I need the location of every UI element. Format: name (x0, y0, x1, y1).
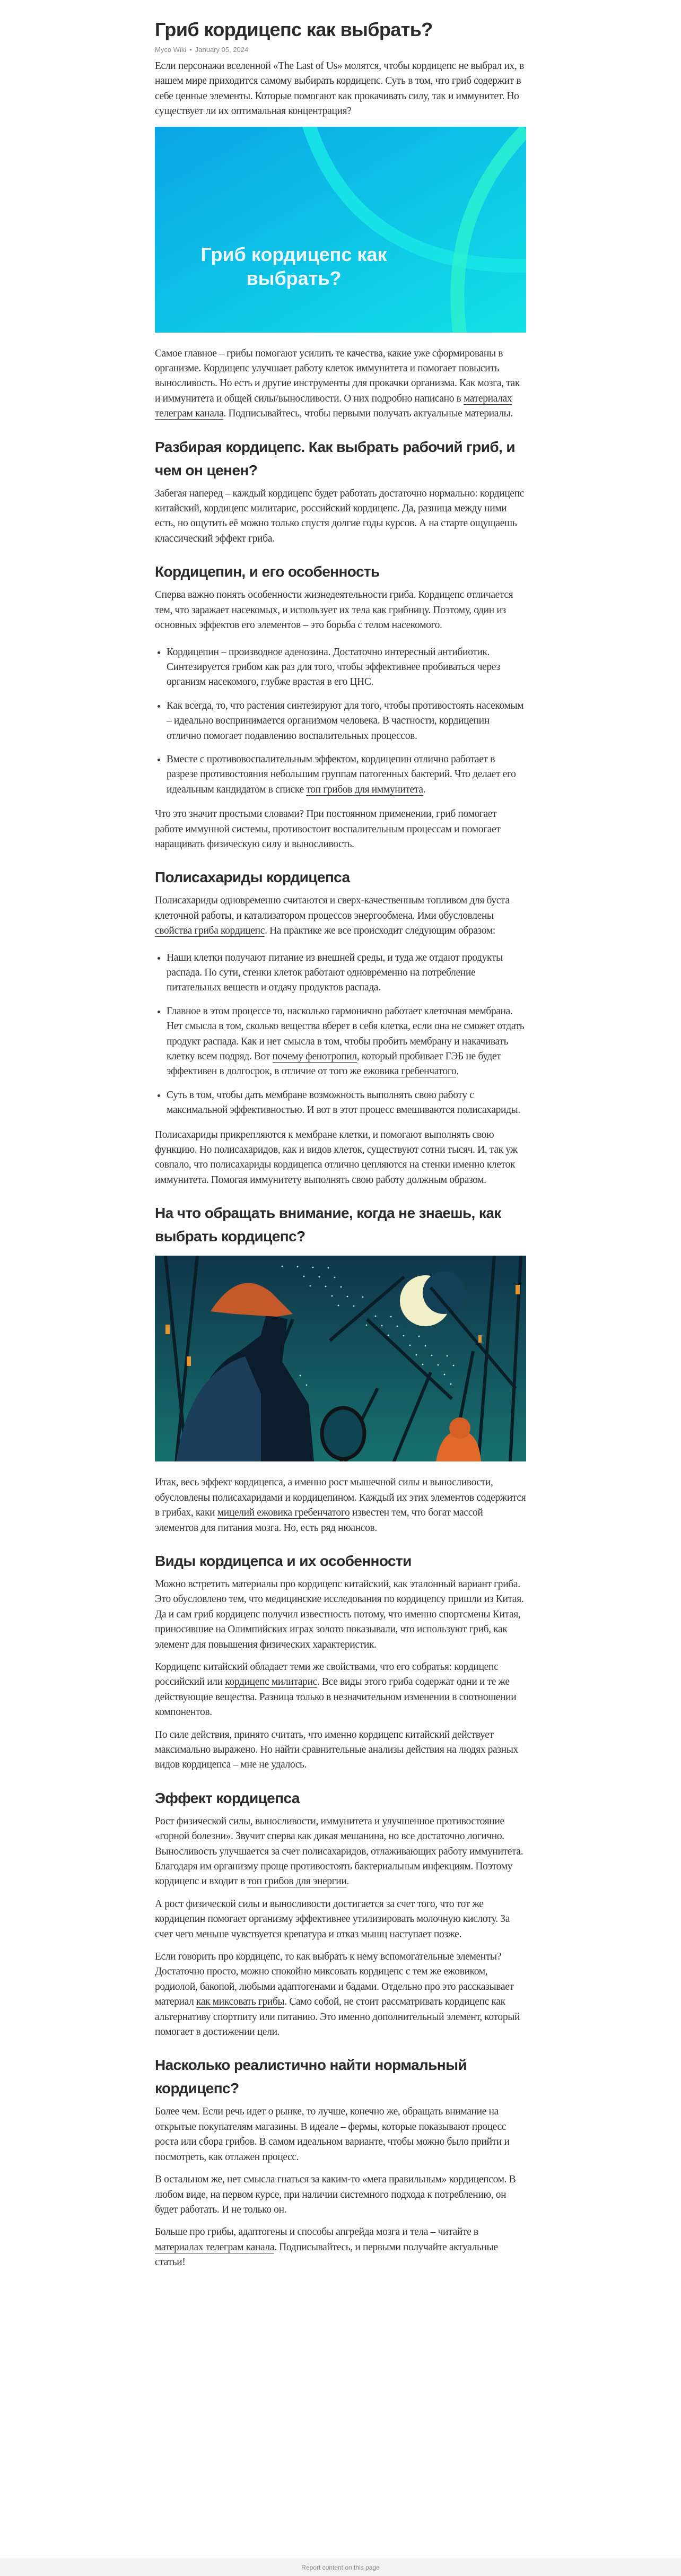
list-item (167, 1088, 526, 1118)
paragraph (155, 588, 526, 633)
text-segment: известен тем, что богат массой элементов для питания мозга. Но, есть ряд нюансов. (155, 1507, 483, 1534)
paragraph (155, 1950, 526, 2040)
text-segment: Сперва важно понять особенности жизнедеятельности гриба. Кордицепс отличается тем, что заражает насекомых, и использует их тела как грибницу. Поэтому, один из основных эффектов его элементов – это борьба с телом насекомого. (155, 589, 513, 631)
text-segment: . Само собой, не стоит рассматривать кордицепс как альтернативу спортпиту или питанию. Это именно дополнительный элемент, который помогает в достижении цели. (155, 1996, 520, 2038)
list-item (167, 699, 526, 744)
text-segment: Как всегда, то, что растения синтезируют для того, чтобы противостоять насекомым – идеально воспринимается организмом человека. В частности, кордицепин отлично помогает подавлению воспалительных процессов. (167, 700, 524, 742)
inline-link[interactable]: как миксовать грибы (196, 1996, 285, 2008)
section-heading: На что обращать внимание, когда не знаешь, как выбрать кордицепс? (155, 1205, 501, 1245)
list-item (167, 752, 526, 797)
author[interactable]: Myco Wiki (155, 46, 187, 54)
text-segment: . (456, 1066, 459, 1077)
paragraph (155, 1660, 526, 1720)
hero-image-caption: выбрать? (246, 267, 342, 289)
list-item (167, 645, 526, 690)
meta-separator: • (189, 46, 192, 54)
inline-link[interactable]: ежовика гребенчатого (363, 1066, 457, 1077)
text-segment: Полисахариды одновременно считаются и сверх-качественным топливом для буста клеточной работы, и катализатором процессов энергообмена. Ими обусловлены (155, 895, 510, 921)
text-segment: . Все виды этого гриба содержат одни и те же действующие вещества. Разница только в незначительном изменении в соотношении компонентов. (155, 1676, 517, 1718)
inline-link[interactable]: топ грибов для энергии (247, 1876, 347, 1887)
text-segment: Можно встретить материалы про кордицепс китайский, как эталонный вариант гриба. Это обусловлено тем, что медицинские исследования по кордицепсу пришли из Китая. Да и сам гриб кордицепс получил известность потому, что именно спортсмены Китая, приносившие на Олимпийских играх золото показывали, что используют гриб, как элемент для повышения физических характеристик. (155, 1578, 524, 1650)
bullet-list (155, 645, 526, 798)
text-segment: Больше про грибы, адаптогены и способы апгрейда мозга и тела – читайте в (155, 2226, 478, 2238)
inline-link[interactable]: свойства гриба кордицепс (155, 925, 265, 937)
inline-link[interactable]: материалах телеграм канала (155, 2241, 275, 2253)
text-segment: Главное в этом процессе то, насколько гармонично работает клеточная мембрана. Нет смысла в том, сколько вещества вберет в себя клетка, если она не сможет отдать продукт распада. Как и нет смысла в том, чтобы пробить мембрану и накачивать клетку всем подряд. Вот (167, 1005, 525, 1063)
inline-link[interactable]: материалах телеграм канала (155, 393, 512, 420)
inline-link[interactable]: мицелий ежовика гребенчатого (217, 1507, 350, 1519)
text-segment: Наши клетки получают питание из внешней среды, и туда же отдают продукты распада. По сути, стенки клеток работают одновременно на потребление питательных веществ и отдачу продуктов распада. (167, 952, 503, 994)
page-title: Гриб кордицепс как выбрать? (155, 19, 433, 40)
text-segment: Полисахариды прикрепляются к мембране клетки, и помогают выполнять свою функцию. Но полисахаридов, как и видов клеток, существуют сотни тысяч. И, так уж совпало, что полисахариды кордицепса отлично цепляются на стенки именно клеток иммунитета. Помогая иммунитету выполнять свою работу должным образом. (155, 1129, 518, 1186)
paragraph (155, 2172, 526, 2217)
paragraph (155, 1814, 526, 1890)
paragraph (155, 1897, 526, 1942)
section-heading: Эффект кордицепса (155, 1789, 300, 1806)
paragraph (155, 807, 526, 852)
text-segment: Если персонажи вселенной «The Last of Us» молятся, чтобы кордицепс не выбрал их, в нашем мире приходится самому выбирать кордицепс. Суть в том, что гриб содержит в себе ценные элементы. Которые помогают как прокачивать силу, так и иммунитет. Но существует ли их оптимальная концентрация? (155, 60, 524, 117)
paragraph (155, 2225, 526, 2270)
list-item (167, 951, 526, 996)
text-segment: Самое главное – грибы помогают усилить те качества, какие уже сформированы в организме. Кордицепс улучшает работу клеток иммунитета и помогает повысить выносливость. Но есть и другие инструменты для прокачки организма. Как мозга, так и иммунитета и общей силы/выносливости. О них подробно написано в (155, 347, 520, 404)
paragraph (155, 486, 526, 547)
paragraph (155, 2104, 526, 2165)
text-segment: Забегая наперед – каждый кордицепс будет работать достаточно нормально: кордицепс китайский, кордицепс милитарис, российский кордицепс. Да, разница между ними есть, но ощутить её можно только спустя долгие годы курсов. А на старте ощущаешь классический эффект гриба. (155, 488, 524, 544)
text-segment: Итак, весь эффект кордицепса, а именно рост мышечной силы и выносливости, обусловлены полисахаридами и кордицепином. Каждый их этих элементов содержится в грибах, каки (155, 1477, 526, 1519)
section-heading: Виды кордицепса и их особенности (155, 1552, 412, 1569)
text-segment: Кордицепс китайский обладает теми же свойствами, что его собратья: кордицепс российский или (155, 1661, 499, 1688)
text-segment: Суть в том, чтобы дать мембране возможность выполнять свою работу с максимальной эффективностью. И вот в этот процесс вмешиваются полисахариды. (167, 1089, 520, 1116)
inline-link[interactable]: почему фенотропил (272, 1051, 357, 1063)
section-heading: Полисахариды кордицепса (155, 869, 350, 886)
text-segment: . (346, 1876, 350, 1887)
article (155, 0, 526, 2299)
paragraph (155, 59, 526, 119)
hero-image (155, 127, 526, 333)
text-segment: Вместе с противовоспалительным эффектом, кордицепин отлично работает в разрезе противостояния небольшим группам патогенных бактерий. Что делает его идеальным кандидатом в списке (167, 753, 516, 795)
text-segment: А рост физической силы и выносливости достигается за счет того, что тот же кордицепин помогает организму эффективнее утилизировать молочную кислоту. За счет чего меньше чувствуется крепатура и отказ мышц наступает позже. (155, 1898, 510, 1940)
text-segment: . На практике же все происходит следующим образом: (265, 925, 495, 937)
article-meta (155, 46, 526, 54)
article-body (155, 59, 526, 2270)
section-heading: Кордицепин, и его особенность (155, 563, 380, 580)
paragraph (155, 1128, 526, 1188)
paragraph (155, 346, 526, 422)
inline-link[interactable]: топ грибов для иммунитета (306, 784, 423, 795)
text-segment: Рост физической силы, выносливости, иммунитета и улучшенное противостояние «горной болезни». Звучит сперва как дикая мешанина, но все достаточно логично. Выносливость улучшается за счет полисахаридов, отлаживающих работу иммунитета. Благодаря им организму проще противостоять бактериальным инфекциям. Поэтому кордицепс и входит в (155, 1815, 523, 1887)
text-segment: По силе действия, принято считать, что именно кордицепс китайский действует максимально выражено. Но найти сравнительные анализы действия на людях разных видов кордицепса – мне не удалось. (155, 1729, 518, 1771)
report-content-link[interactable]: Report content on this page (301, 2563, 380, 2571)
paragraph (155, 1728, 526, 1773)
text-segment: В остальном же, нет смысла гнаться за каким-то «мега правильным» кордицепсом. В любом виде, на первом курсе, при наличии системного подхода к потреблению, он будет работать. И не только он. (155, 2174, 516, 2215)
text-segment: Что это значит простыми словами? При постоянном применении, гриб помогает работе иммунной системы, противостоит воспалительным процессам и помогает наращивать физическую силу и выносливость. (155, 808, 501, 850)
text-segment: . (423, 784, 426, 795)
publish-date: January 05, 2024 (195, 46, 249, 54)
text-segment: Если говорить про кордицепс, то как выбрать к нему вспомогательные элементы? Достаточно просто, можно спокойно миксовать кордицепс с тем же ежовиком, родиолой, бакопой, любыми адаптогенами и бадами. Отдельно про это рассказывает материал (155, 1951, 514, 2008)
list-item (167, 1004, 526, 1080)
text-segment: Кордицепин – производное аденозина. Достаточно интересный антибиотик. Синтезируется грибом как раз для того, чтобы эффективнее пробиваться через организм насекомого, глубже врастая в его ЦНС. (167, 646, 500, 688)
detective-illustration (155, 1256, 526, 1461)
section-heading: Насколько реалистично найти нормальный кордицепс? (155, 2057, 467, 2097)
paragraph (155, 893, 526, 938)
text-segment: , который пробивает ГЭБ не будет эффективен в долгосрок, в отличие от того же (167, 1051, 501, 1077)
inline-link[interactable]: кордицепс милитарис (225, 1676, 317, 1688)
text-segment: Более чем. Если речь идет о рынке, то лучше, конечно же, обращать внимание на открытые покупателям магазины. В идеале – фермы, которые показывают процесс роста или сбора грибов. В самом идеальном варианте, чтобы можно было прийти и посмотреть, как отлажен процесс. (155, 2106, 510, 2163)
paragraph (155, 1577, 526, 1652)
footer (0, 2558, 681, 2576)
bullet-list (155, 951, 526, 1118)
paragraph (155, 1475, 526, 1536)
text-segment: . Подписывайтесь, чтобы первыми получать актуальные материалы. (223, 408, 513, 420)
text-segment: . Подписывайтесь, и первыми получайте актуальные статьи! (155, 2241, 498, 2268)
section-heading: Разбирая кордицепс. Как выбрать рабочий гриб, и чем он ценен? (155, 438, 515, 478)
hero-image-caption: Гриб кордицепс как (200, 243, 387, 265)
